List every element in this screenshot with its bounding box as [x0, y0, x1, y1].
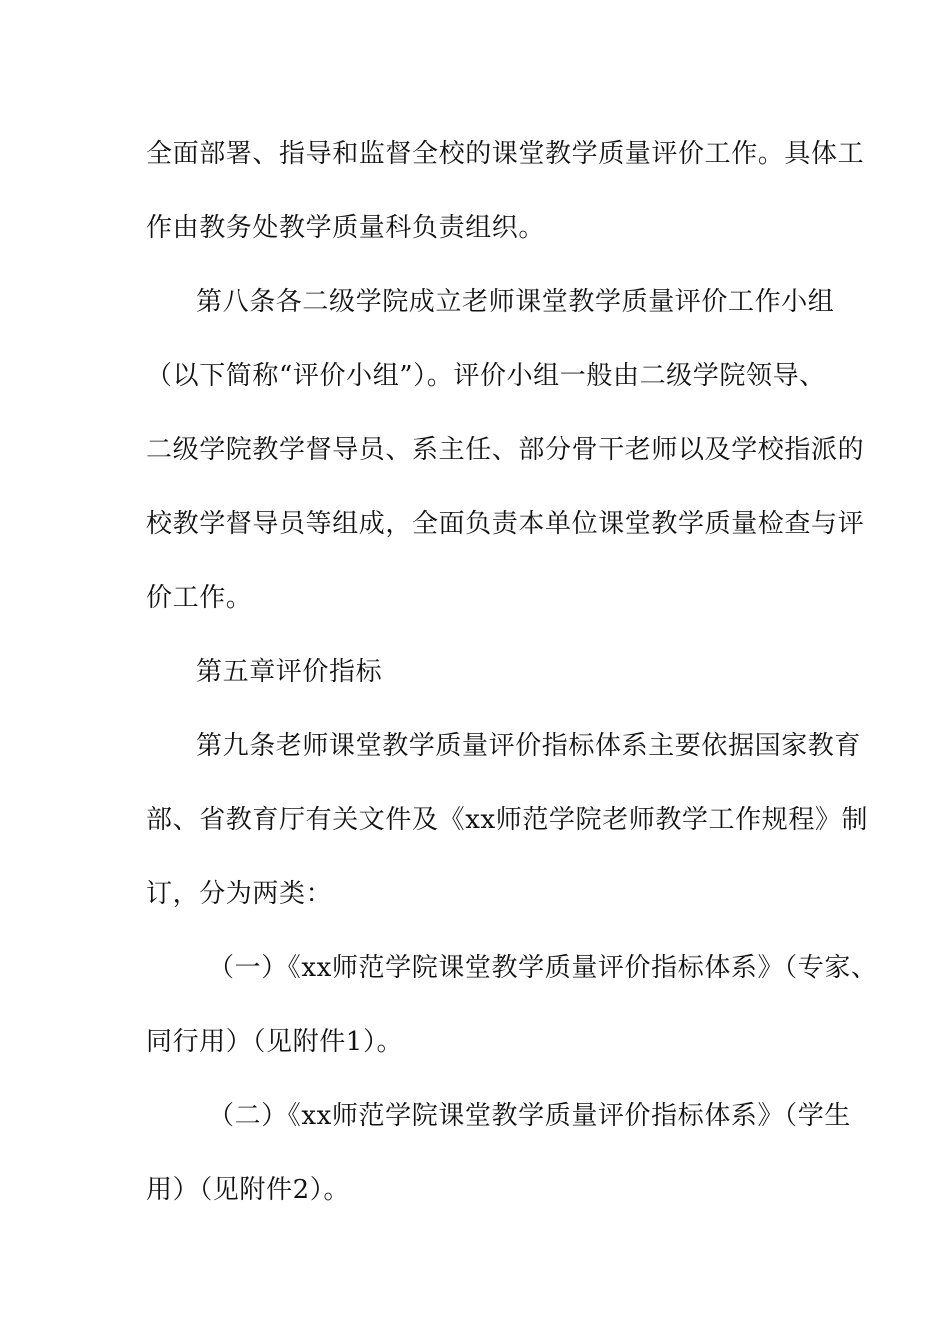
article-8-heading-line: 第八条各二级学院成立老师课堂教学质量评价工作小组 [196, 287, 835, 317]
paragraph-line: 价工作。 [146, 583, 253, 613]
chapter-5-title: 第五章评价指标 [196, 657, 383, 687]
paragraph-line: 用）（见附件2）。 [146, 1175, 350, 1205]
paragraph-line: 部、省教育厅有关文件及《xx师范学院老师教学工作规程》制 [146, 805, 869, 835]
paragraph-line: 二级学院教学督导员、系主任、部分骨干老师以及学校指派的 [146, 435, 865, 465]
paragraph-line: 订，分为两类： [146, 879, 333, 909]
paragraph-line: 作由教务处教学质量科负责组织。 [146, 213, 546, 243]
list-item-1-line: （一）《xx师范学院课堂教学质量评价指标体系》（专家、 [208, 953, 878, 983]
paragraph-line: 全面部署、指导和监督全校的课堂教学质量评价工作。具体工 [146, 139, 865, 169]
paragraph-line: 校教学督导员等组成，全面负责本单位课堂教学质量检查与评 [146, 509, 865, 539]
list-item-2-line: （二）《xx师范学院课堂教学质量评价指标体系》（学生 [208, 1101, 851, 1131]
paragraph-line: （以下简称“评价小组”）。评价小组一般由二级学院领导、 [146, 361, 826, 391]
paragraph-line: 同行用）（见附件1）。 [146, 1027, 404, 1057]
article-9-heading-line: 第九条老师课堂教学质量评价指标体系主要依据国家教育 [196, 731, 862, 761]
